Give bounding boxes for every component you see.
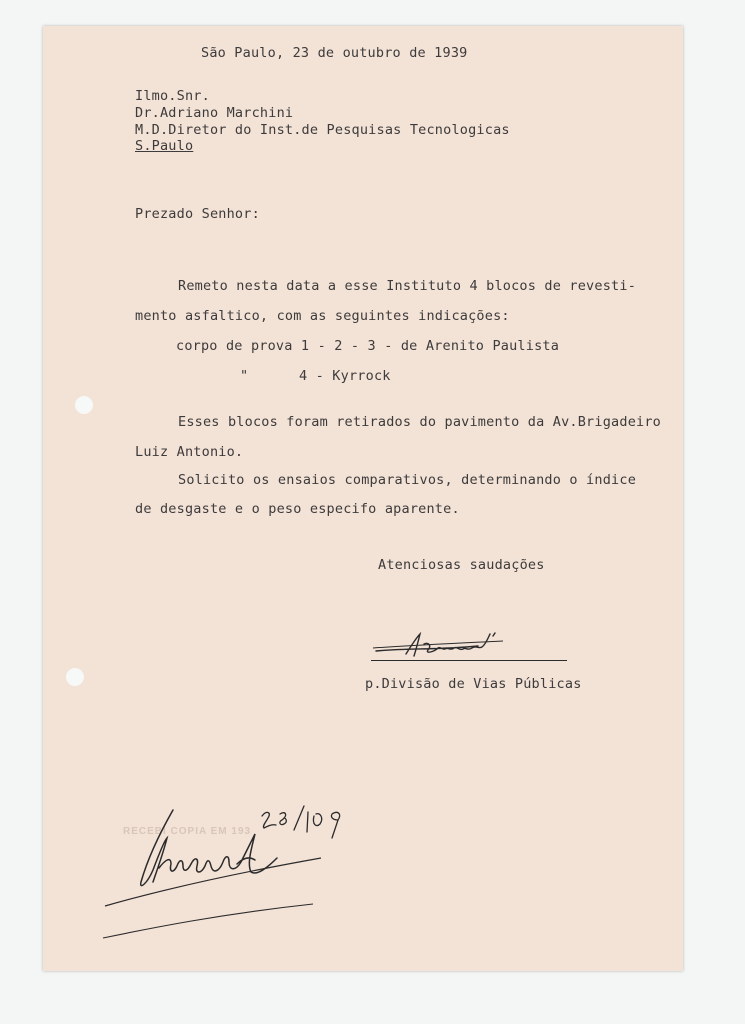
specimen-item-2: 4 - Kyrrock bbox=[299, 368, 391, 384]
body-paragraph-3-line-2: de desgaste e o peso especifo aparente. bbox=[135, 501, 460, 517]
recipient-line-3: M.D.Diretor do Inst.de Pesquisas Tecnologicas bbox=[135, 122, 510, 138]
body-paragraph-1-line-1: Remeto nesta data a esse Instituto 4 blocos de revesti- bbox=[178, 278, 637, 294]
body-paragraph-2-line-2: Luiz Antonio. bbox=[135, 444, 244, 460]
body-paragraph-2-line-1: Esses blocos foram retirados do pavimento da Av.Brigadeiro bbox=[178, 414, 662, 430]
body-paragraph-3-line-1: Solicito os ensaios comparativos, determinando o índice bbox=[178, 472, 637, 488]
closing: Atenciosas saudações bbox=[378, 557, 545, 573]
letter-page bbox=[43, 26, 683, 971]
receipt-stamp: RECEBI COPIA EM 193 bbox=[123, 826, 252, 837]
salutation: Prezado Senhor: bbox=[135, 206, 260, 222]
specimen-item-2-ditto: " bbox=[240, 368, 249, 384]
signature-caption: p.Divisão de Vias Públicas bbox=[365, 676, 582, 692]
punch-hole-bottom bbox=[66, 668, 84, 686]
signature-line bbox=[371, 660, 567, 661]
specimen-item-1: corpo de prova 1 - 2 - 3 - de Arenito Paulista bbox=[176, 338, 560, 354]
body-paragraph-1-line-2: mento asfaltico, com as seguintes indicações: bbox=[135, 308, 510, 324]
director-signature bbox=[368, 624, 568, 664]
recipient-line-1: Ilmo.Snr. bbox=[135, 88, 210, 104]
receipt-signature bbox=[101, 798, 331, 948]
recipient-line-4: S.Paulo bbox=[135, 138, 194, 154]
punch-hole-top bbox=[75, 396, 93, 414]
recipient-line-2: Dr.Adriano Marchini bbox=[135, 105, 294, 121]
place-date: São Paulo, 23 de outubro de 1939 bbox=[201, 45, 468, 61]
